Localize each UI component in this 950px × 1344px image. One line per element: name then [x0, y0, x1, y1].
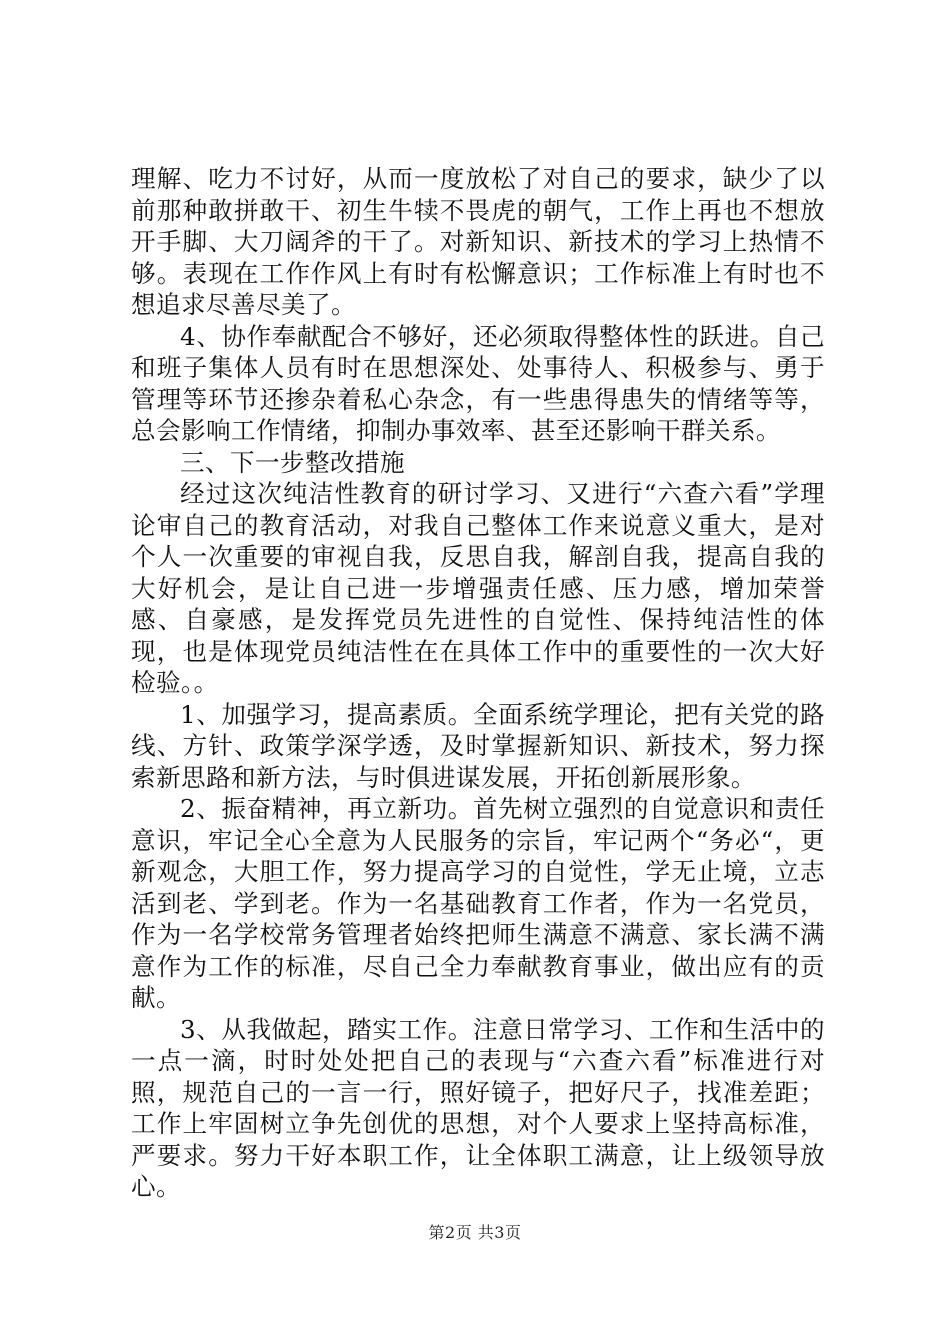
paragraph-intro: 经过这次纯洁性教育的研讨学习、又进行“六查六看”学理论审自己的教育活动，对我自己整体工作来说意义重大，是对个人一次重要的审视自我，反思自我，解剖自我，提高自我的大好机会，是让自己进一步增强责任感、压力感，增加荣誉感、自豪感，是发挥党员先进性的自觉性、保持纯洁性的体现，也是体现党员纯洁性在在具体工作中的重要性的一次大好检验。。 [131, 479, 825, 697]
paragraph-continuation: 理解、吃力不讨好，从而一度放松了对自己的要求，缺少了以前那种敢拼敢干、初生牛犊不畏虎的朝气，工作上再也不想放开手脚、大刀阔斧的干了。对新知识、新技术的学习上热情不够。表现在工作作风上有时有松懈意识；工作标准上有时也不想追求尽善尽美了。 [131, 164, 825, 319]
page-number: 第2页 共3页 [428, 1223, 522, 1242]
document-body [131, 163, 825, 1203]
paragraph-item-4: 4、协作奉献配合不够好，还必须取得整体性的跃进。自己和班子集体人员有时在思想深处、处事待人、积极参与、勇于管理等环节还掺杂着私心杂念，有一些患得患失的情绪等等，总会影响工作情绪，抑制办事效率、甚至还影响干群关系。 [131, 321, 825, 445]
paragraph-measure-2: 2、振奋精神，再立新功。首先树立强烈的自觉意识和责任意识，牢记全心全意为人民服务的宗旨，牢记两个“务必“，更新观念，大胆工作，努力提高学习的自觉性，学无止境，立志活到老、学到老。作为一名基础教育工作者，作为一名党员，作为一名学校常务管理者始终把师生满意不满意、家长满不满意作为工作的标准，尽自己全力奉献教育事业，做出应有的贡献。 [131, 794, 825, 1012]
paragraph-measure-3: 3、从我做起，踏实工作。注意日常学习、工作和生活中的一点一滴，时时处处把自己的表现与“六查六看”标准进行对照，规范自己的一言一行，照好镜子，把好尺子，找准差距；工作上牢固树立争先创优的思想，对个人要求上坚持高标准，严要求。努力干好本职工作，让全体职工满意，让上级领导放心。 [131, 1014, 825, 1201]
paragraph-measure-1: 1、加强学习，提高素质。全面系统学理论，把有关党的路线、方针、政策学深学透，及时掌握新知识、新技术，努力探索新思路和新方法，与时俱进谋发展，开拓创新展形象。 [131, 699, 825, 792]
section-heading-next-steps: 三、下一步整改措施 [180, 447, 405, 477]
